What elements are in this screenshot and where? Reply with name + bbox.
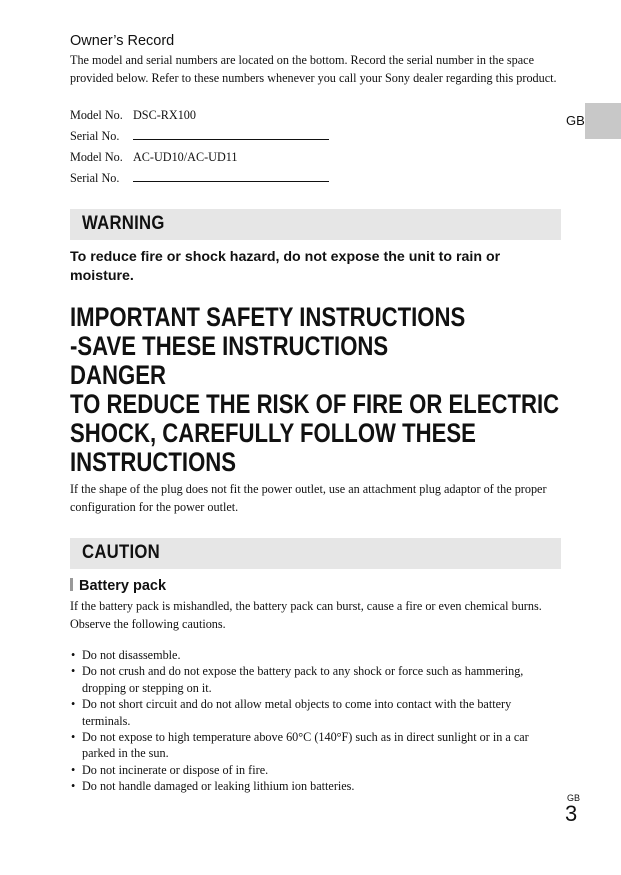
record-value: DSC-RX100 [133,108,196,122]
battery-pack-subheading [70,578,166,594]
model-number-row-camera [70,108,196,123]
caution-heading-bar [70,538,561,569]
owners-record-intro: The model and serial numbers are located on the bottom. Record the serial number in the space provided below. Refer to these numbers whenever you call your Sony dealer regarding this product. [70,53,557,85]
important-heading-line: IMPORTANT SAFETY INSTRUCTIONS [70,302,466,332]
list-item [70,663,562,696]
page-section-label: GB [567,793,581,803]
important-heading-line: INSTRUCTIONS [70,447,237,477]
bullet-icon: • [71,762,76,777]
bullet-icon: • [71,697,76,712]
list-item-text: Do not incinerate or dispose of in fire. [82,762,269,777]
serial-number-blank-line [133,139,329,140]
important-heading-line: DANGER [70,360,166,390]
list-item-text: Do not crush and do not expose the battery pack to any shock or force such as hammering, dropping or stepping on it. [82,664,524,695]
warning-heading: WARNING [82,213,165,234]
list-item-text: Do not handle damaged or leaking lithium ion batteries. [82,779,355,794]
list-item [70,647,562,663]
record-value: AC-UD10/AC-UD11 [133,150,238,164]
caution-heading: CAUTION [82,542,161,563]
record-label: Model No. [70,108,123,122]
warning-heading-bar [70,209,561,240]
important-heading-line: -SAVE THESE INSTRUCTIONS [70,331,389,361]
record-label: Serial No. [70,171,120,185]
model-number-row-adaptor [70,150,238,165]
battery-pack-description: If the battery pack is mishandled, the battery pack can burst, cause a fire or even chemical burns. Observe the following cautions. [70,599,542,631]
serial-number-blank-line [133,181,329,182]
page-number: 3 [565,801,578,826]
important-heading-line: SHOCK, CAREFULLY FOLLOW THESE [70,418,476,448]
bullet-icon: • [71,664,76,679]
side-tab-label: GB [566,113,585,128]
list-item-text: Do not expose to high temperature above 60°C (140°F) such as in direct sunlight or in a car parked in the sun. [82,730,529,761]
list-item-text: Do not short circuit and do not allow metal objects to come into contact with the battery terminals. [82,697,512,728]
list-item [70,729,562,762]
list-item-text: Do not disassemble. [82,648,181,662]
record-label: Model No. [70,150,123,164]
list-item [70,762,562,778]
battery-cautions-list [70,647,562,795]
owners-record-title: Owner’s Record [70,33,175,49]
serial-number-row-adaptor [70,171,329,186]
important-heading-line: TO REDUCE THE RISK OF FIRE OR ELECTRIC [70,389,560,419]
important-safety-heading [70,303,578,477]
serial-number-row-camera [70,129,329,144]
bullet-icon: • [71,648,76,662]
list-item [70,696,562,729]
plug-adaptor-note: If the shape of the plug does not fit the power outlet, use an attachment plug adaptor of the proper configuration for the power outlet. [70,482,547,514]
bullet-icon: • [71,779,76,794]
warning-text: To reduce fire or shock hazard, do not expose the unit to rain or moisture. [70,249,501,284]
record-label: Serial No. [70,129,120,143]
bullet-icon: • [71,730,76,745]
side-tab-marker [585,103,621,139]
subheading-marker [70,578,73,591]
list-item [70,778,562,794]
battery-pack-title: Battery pack [79,578,167,594]
